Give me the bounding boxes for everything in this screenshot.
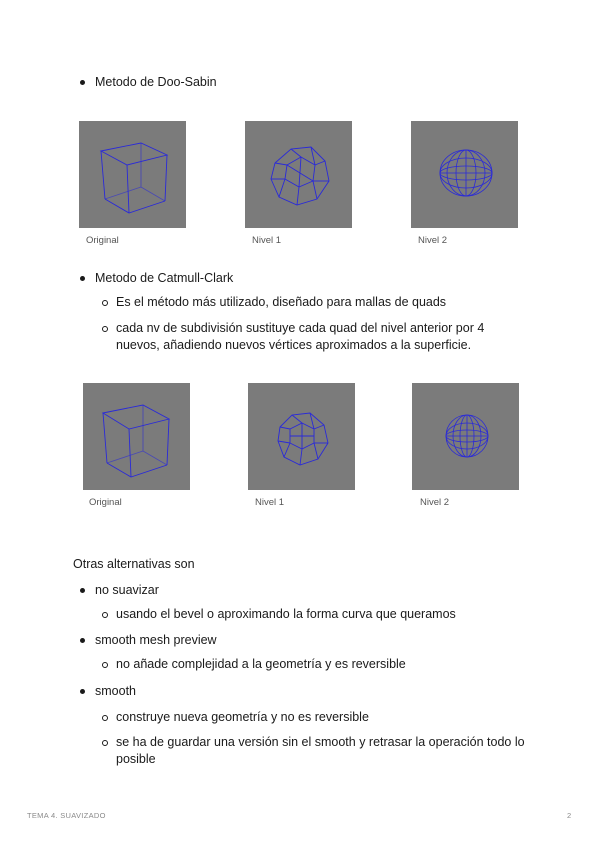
bullet: [80, 276, 85, 281]
bullet: [80, 80, 85, 85]
heading-doo-sabin: Metodo de Doo-Sabin: [95, 75, 217, 89]
list-item: Es el método más utilizado, diseñado para mallas de quads: [116, 295, 447, 309]
caption: Nivel 2: [420, 497, 450, 508]
list-item: smooth mesh preview: [95, 633, 217, 647]
doo-sabin-level1-image: [245, 121, 352, 228]
footer-section: TEMA 4. SUAVIZADO: [27, 811, 106, 820]
catmull-original-image: [83, 383, 190, 490]
list-item: se ha de guardar una versión sin el smooth y retrasar la operación todo lo posible: [116, 735, 525, 766]
list-item: smooth: [95, 684, 136, 698]
caption: Original: [86, 235, 119, 246]
list-item: no añade complejidad a la geometría y es reversible: [116, 657, 406, 671]
sub-bullet: [102, 612, 108, 618]
doo-sabin-level2-image: [411, 121, 518, 228]
caption: Nivel 1: [255, 497, 285, 508]
sub-bullet: [102, 326, 108, 332]
page-number: 2: [567, 811, 572, 820]
bullet: [80, 689, 85, 694]
doo-sabin-original-image: [79, 121, 186, 228]
caption: Nivel 2: [418, 235, 448, 246]
catmull-level2-image: [412, 383, 519, 490]
bullet: [80, 638, 85, 643]
caption: Original: [89, 497, 122, 508]
sub-bullet: [102, 300, 108, 306]
heading-catmull-clark: Metodo de Catmull-Clark: [95, 271, 234, 285]
list-item: construye nueva geometría y no es reversible: [116, 710, 369, 724]
caption: Nivel 1: [252, 235, 282, 246]
list-item: cada nv de subdivisión sustituye cada quad del nivel anterior por 4 nuevos, añadiendo nuevos vértices aproximados a la superficie.: [116, 321, 485, 352]
alternatives-intro: Otras alternativas son: [73, 557, 195, 571]
catmull-level1-image: [248, 383, 355, 490]
bullet: [80, 588, 85, 593]
sub-bullet: [102, 740, 108, 746]
list-item: usando el bevel o aproximando la forma curva que queramos: [116, 607, 456, 621]
list-item: no suavizar: [95, 583, 159, 597]
sub-bullet: [102, 662, 108, 668]
sub-bullet: [102, 715, 108, 721]
